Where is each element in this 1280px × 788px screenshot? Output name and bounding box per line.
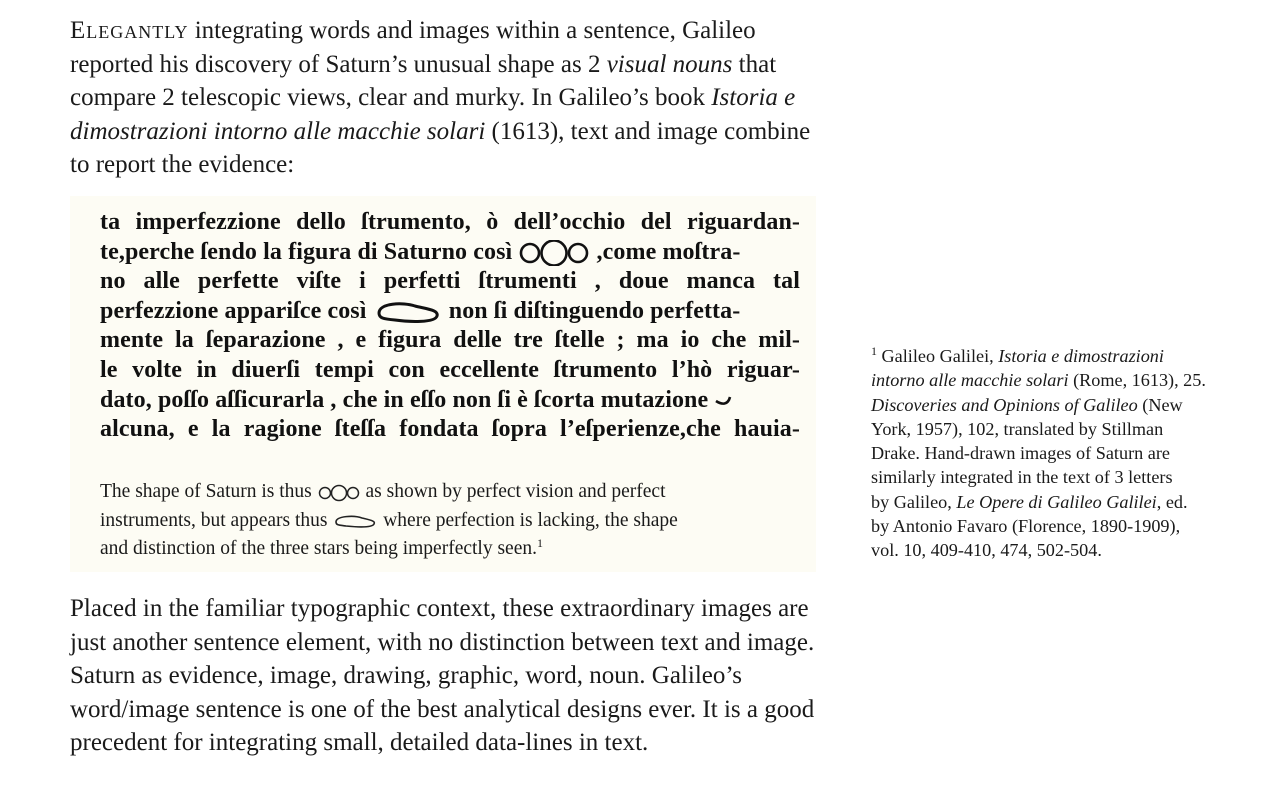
intro-text-2: that compare 2 telescopic views, clear and murky. In Galileo’s book: [70, 50, 777, 111]
facsimile-line: [100, 297, 800, 327]
sidenote-line: [871, 393, 1241, 417]
sidenote-part: , ed.: [1156, 491, 1188, 512]
intro-emphasis: visual nouns: [606, 50, 733, 78]
intro-text-3: (1613), text and image combine to report the evidence:: [70, 117, 811, 178]
translation-line: [100, 478, 800, 507]
facsimile-line: [100, 238, 800, 268]
saturn-murky-icon: [373, 298, 443, 326]
facsimile-line: ta imperfezzione dello ſtrumento, ò dell’occhio del riguardan-: [100, 209, 800, 235]
sidenote-part: Galileo Galilei,: [877, 346, 999, 366]
translation-text: [100, 478, 800, 564]
sidenote-line: by Antonio Favaro (Florence, 1890-1909),: [871, 516, 1181, 537]
sidenote-line: Drake. Hand-drawn images of Saturn are: [871, 443, 1170, 464]
facsimile-line-part: ,come moſtra-: [596, 238, 741, 265]
sidenote-line: [871, 368, 1241, 392]
translation-line: [100, 535, 800, 564]
footnote-ref: 1: [537, 536, 543, 550]
sidenote-part: Istoria e dimostrazioni: [998, 346, 1164, 366]
sidenote-part: Le Opere di Galileo Galilei: [956, 491, 1157, 512]
book-title: Istoria e dimostrazioni intorno alle macchie solari: [70, 84, 796, 145]
facsimile-line-part: dato, poſſo aſſicurarla , che in eſſo non ſi è ſcorta mutazione: [100, 386, 709, 413]
sidenote-line: vol. 10, 409-410, 474, 502-504.: [871, 540, 1102, 561]
facsimile-line-part: non ſi diſtinguendo perfetta-: [448, 297, 741, 324]
saturn-flourish-icon: [714, 391, 734, 411]
facsimile-line-part: perfezzione appariſce così: [100, 297, 367, 324]
translation-part: where perfection is lacking, the shape: [383, 509, 678, 531]
sidenote-part: (Rome, 1613), 25.: [1068, 370, 1206, 391]
facsimile-line: alcuna, e la ragione ſteſſa fondata ſopra l’eſperienze,che hauia-: [100, 416, 800, 443]
sidenote-line: [871, 344, 1241, 368]
sidenote-line: York, 1957), 102, translated by Stillman: [871, 418, 1164, 439]
translation-part: as shown by perfect vision and perfect: [365, 481, 666, 502]
translation-part: and distinction of the three stars being imperfectly seen.: [100, 538, 537, 559]
outro-paragraph: Placed in the familiar typographic context, these extraordinary images are just another sentence element, with no distinction between text and image. Saturn as evidence, image, drawing, graphic, word, noun. Galileo’s word/image sentence is one of the best analytical designs ever. It is a good precedent for integrating small, detailed data-lines in text.: [70, 595, 815, 756]
sidenote-part: Discoveries and Opinions of Galileo: [871, 394, 1138, 415]
translation-line: [100, 507, 800, 536]
facsimile-box: [70, 196, 816, 572]
sidenote-part: (New: [1137, 394, 1183, 415]
facsimile-italian-text: [100, 208, 800, 445]
intro-text-1: integrating words and images within a sentence, Galileo reported his discovery of Saturn’s unusual shape as 2: [70, 17, 756, 78]
sidenote-line: [871, 490, 1241, 514]
sidenote-part: by Galileo,: [871, 491, 957, 512]
translation-part: instruments, but appears thus: [100, 509, 328, 531]
saturn-clear-small-icon: [317, 484, 361, 502]
intro-paragraph: [70, 14, 830, 182]
sidenote-line: similarly integrated in the text of 3 letters: [871, 467, 1173, 488]
sidenote-part: intorno alle macchie solari: [871, 370, 1069, 391]
sidenote-number: 1: [871, 344, 877, 358]
facsimile-line: no alle perfette viſte i perfetti ſtrumenti , doue manca tal: [100, 268, 800, 295]
saturn-murky-small-icon: [332, 512, 378, 530]
facsimile-line: mente la ſeparazione , e figura delle tre ſtelle ; ma io che mil-: [100, 327, 800, 354]
lead-word: Elegantly: [70, 17, 189, 44]
saturn-clear-icon: [518, 240, 590, 266]
sidenote: [871, 344, 1241, 563]
facsimile-line-part: te,perche ſendo la figura di Saturno così: [100, 238, 513, 265]
facsimile-line: le volte in diuerſi tempi con eccellente ſtrumento l’hò riguar-: [100, 356, 800, 383]
facsimile-line: [100, 386, 800, 416]
translation-part: The shape of Saturn is thus: [100, 481, 312, 502]
